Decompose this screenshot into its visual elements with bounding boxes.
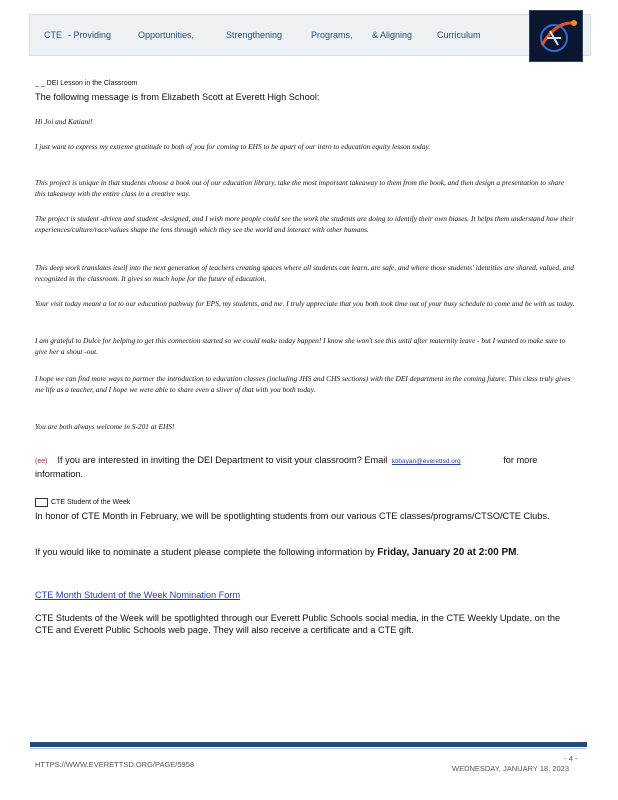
footer-url[interactable]: HTTPS://WWW.EVERETTSD.ORG/PAGE/5958	[35, 760, 195, 769]
letter-paragraph: I hope we can find more ways to partner the introduction to education classes (including JHS and CHS sections) with the DEI department in the coming future. This class truly gives me life as a teacher, and I hope we were able to share even a sliver of that with you both today.	[35, 374, 571, 395]
dei-contact-email-link[interactable]: ktibayan@everettsd.org	[391, 458, 461, 465]
footer-divider	[30, 748, 587, 749]
header-nav-item: - Providing	[68, 30, 112, 40]
header-banner	[29, 14, 591, 56]
header-nav-item: CTE	[44, 30, 62, 40]
letter-closing: You are both always welcome in S-201 at EHS!	[35, 422, 175, 431]
letter-paragraph: Your visit today meant a lot to our education pathway for EPS, my students, and me. I truly appreciate that you both took time out of your busy schedule to come and be with us today.	[35, 299, 575, 308]
letter-paragraph: I am grateful to Dulce for helping to get this connection started so we could make today happen! I know she won't see this until after maternity leave - but I wanted to make sure to give her a shout -out.	[35, 336, 566, 357]
dei-intro: The following message is from Elizabeth Scott at Everett High School:	[35, 92, 320, 102]
nominate-text: If you would like to nominate a student please complete the following information by	[35, 547, 375, 557]
letter-greeting: Hi Joi and Katiani!	[35, 117, 93, 126]
letter-paragraph: This deep work translates itself into the next generation of teachers creating spaces where all students can learn, are safe, and where those students' identities are shared, valued, and recognized in the classroom. It gives so much hope for the future of education.	[35, 263, 574, 284]
student-paragraph-2	[35, 546, 580, 559]
document-icon	[35, 498, 48, 507]
footer-bar	[30, 742, 587, 747]
deadline-date: Friday, January 20 at 2:00 PM	[377, 547, 517, 558]
nomination-form-link[interactable]: CTE Month Student of the Week Nomination Form	[35, 590, 241, 600]
header-nav-item: Strengthening	[226, 30, 283, 40]
cte-logo-icon	[529, 10, 583, 62]
dei-contact-prefix: If you are interested in inviting the DEI Department to visit your classroom? Email	[57, 455, 388, 465]
dei-contact	[35, 454, 580, 480]
bullet-icon: (ee)	[35, 458, 48, 465]
header-nav-item: Opportunities,	[138, 30, 195, 40]
letter-paragraph: I just want to express my extreme gratitude to both of you for coming to EHS to be apart of our intro to education equity lesson today.	[35, 142, 431, 151]
student-paragraph-3: CTE Students of the Week will be spotlighted through our Everett Public Schools social media, in the CTE Weekly Update, on the CTE and Everett Public Schools web page. They will also receive a certificate and a CTE gift.	[35, 613, 561, 635]
footer-date: WEDNESDAY, JANUARY 18, 2023	[452, 764, 569, 773]
student-paragraph-1: In honor of CTE Month in February, we will be spotlighting students from our various CTE classes/programs/CTSO/CTE Clubs.	[35, 511, 550, 521]
nominate-suffix: .	[516, 547, 520, 557]
letter-paragraph: This project is unique in that students choose a book out of our education library, take the most important takeaway to them from the book, and then design a presentation to share this takeaway with the entire class in a creative way.	[35, 178, 565, 199]
header-nav-item: Programs,	[311, 30, 353, 40]
letter-paragraph: The project is student -driven and student -designed, and I wish more people could see the work the students are doing to identify their own biases. It helps them understand how their experiences/culture/race/values shape the lens through which they see the world and interact with other humans.	[35, 214, 575, 235]
student-section-heading: CTE Student of the Week	[51, 499, 131, 506]
student-section-heading-row	[35, 497, 130, 509]
header-nav-item: Curriculum	[437, 30, 481, 40]
header-nav-item: & Aligning	[372, 30, 413, 40]
dei-section-heading: _ _ DEI Lesson in the Classroom	[35, 80, 138, 87]
page-number: - 4 -	[564, 754, 578, 763]
dei-contact-suffix: for more information.	[35, 455, 538, 479]
